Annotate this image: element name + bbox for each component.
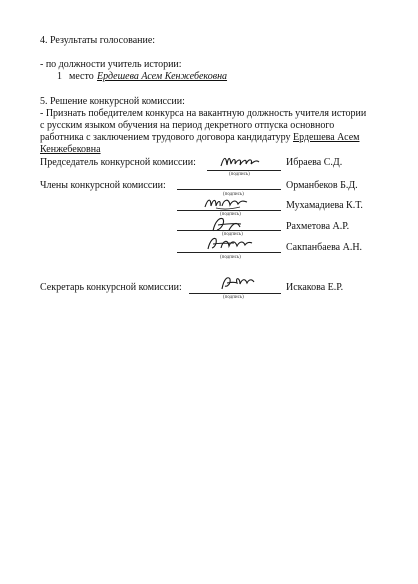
member1-signature-caption: (подпись) (223, 192, 244, 197)
member4-signature-image (204, 234, 254, 254)
member2-signature-caption: (подпись) (220, 212, 241, 217)
chair-label: Председатель конкурсной комиссии: (40, 157, 196, 168)
secretary-signature-caption: (подпись) (223, 295, 244, 300)
secretary-signature-image (217, 273, 257, 293)
member3-signature-line (177, 230, 281, 231)
section4-title: 4. Результаты голосование: (40, 35, 156, 46)
member3-signature-caption: (подпись) (222, 232, 243, 237)
member4-name: Сакпанбаева А.Н. (286, 242, 363, 253)
section5-title: 5. Решение конкурсной комиссии: (40, 96, 185, 107)
chair-name: Ибраева С.Д. (286, 157, 343, 168)
member4-signature-line (177, 252, 281, 253)
decision-line-2: с русским языком обучения на период декретного отпуска основного (40, 120, 335, 131)
secretary-label: Секретарь конкурсной комиссии: (40, 282, 182, 293)
member3-name: Рахметова А.Р. (286, 221, 350, 232)
secretary-signature-line (189, 293, 281, 294)
decision-line-3 (40, 132, 359, 144)
decision-line-1: - Признать победителем конкурса на вакантную должность учителя истории (40, 108, 367, 119)
chair-signature-image (218, 152, 262, 172)
candidate-name-part2: Кенжебековна (40, 144, 101, 155)
winner-name: Ердешева Асем Кенжебековна (97, 71, 228, 82)
place-number: 1 (57, 71, 62, 82)
secretary-name: Искакова Е.Р. (286, 282, 344, 293)
member1-name: Орманбеков Б.Д. (286, 180, 358, 191)
decision-line-3-prefix: работника с заключением трудового договора кандидатуру (40, 132, 291, 143)
position-line: - по должности учитель истории: (40, 59, 182, 70)
member4-signature-caption: (подпись) (220, 255, 241, 260)
member1-signature-line (177, 189, 281, 190)
chair-signature-caption: (подпись) (229, 172, 250, 177)
candidate-name-part1: Ердешева Асем (292, 132, 360, 143)
member2-signature-line (177, 210, 281, 211)
members-label: Члены конкурсной комиссии: (40, 180, 166, 191)
member2-name: Мухамадиева К.Т. (286, 200, 363, 211)
place-label: место (69, 71, 94, 82)
